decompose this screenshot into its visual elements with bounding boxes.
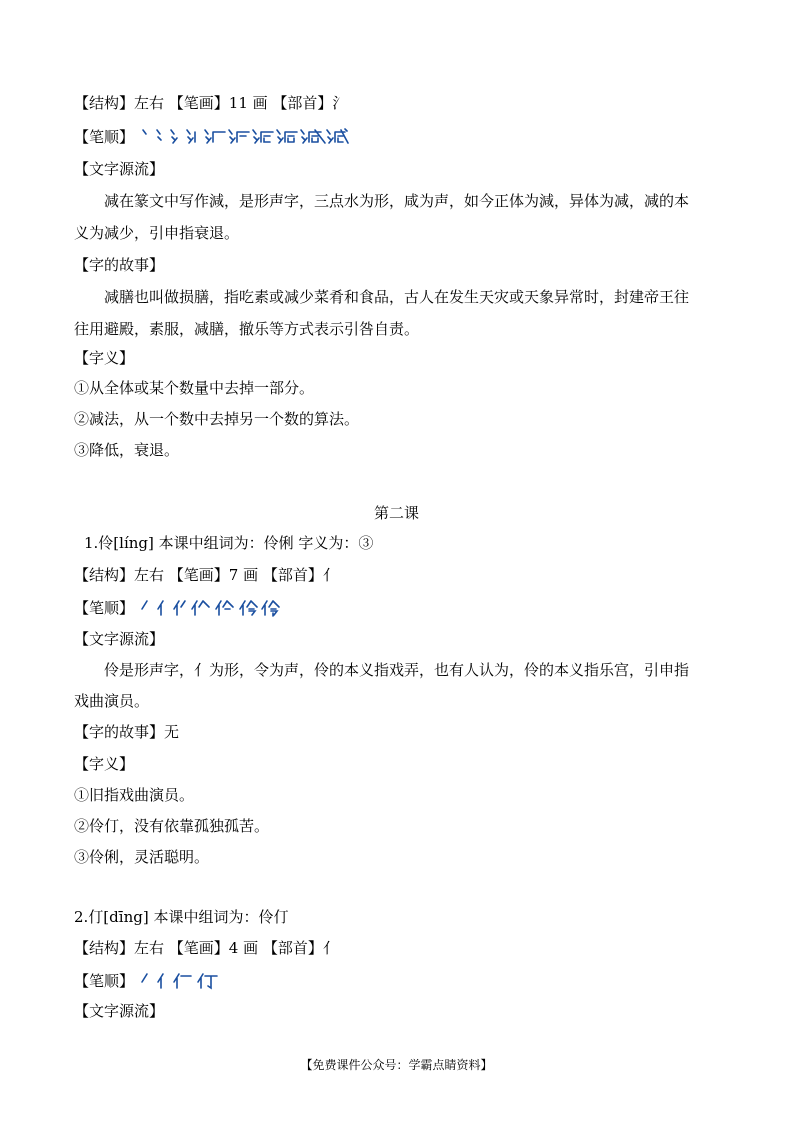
stroke-order-label: 【笔顺】	[74, 599, 135, 617]
story-line-ling: 【字的故事】无	[74, 723, 180, 741]
story-paragraph-jian-2: 往用避殿，素服，减膳，撤乐等方式表示引咎自责。	[74, 320, 420, 338]
character-heading-ling: 1.伶[líng] 本课中组词为：伶俐 字义为：③	[84, 534, 374, 552]
stroke-order-line-ling	[74, 597, 289, 618]
origin-paragraph-ling-1: 伶是形声字，亻为形，令为声，伶的本义指戏弄，也有人认为，伶的本义指乐宫，引申指	[104, 661, 690, 679]
meaning-item: ③降低，衰退。	[74, 441, 180, 459]
stroke-order-ling-icon	[139, 597, 289, 617]
character-heading-ding: 2.仃[dīng] 本课中组词为：伶仃	[74, 908, 289, 926]
origin-title-ling: 【文字源流】	[74, 630, 165, 648]
origin-paragraph-jian-2: 义为减少，引申指衰退。	[74, 224, 240, 242]
stroke-order-jian-icon	[139, 126, 349, 146]
meaning-item: ③伶俐，灵活聪明。	[74, 848, 210, 866]
lesson-title: 第二课	[373, 504, 419, 522]
stroke-order-line-ding	[74, 970, 229, 991]
structure-line-ding: 【结构】左右 【笔画】4 画 【部首】亻	[74, 939, 338, 957]
meaning-title-ling: 【字义】	[74, 755, 135, 773]
story-title-jian: 【字的故事】	[74, 256, 165, 274]
meaning-item: ①旧指戏曲演员。	[74, 786, 195, 804]
structure-line-jian: 【结构】左右 【笔画】11 画 【部首】氵	[74, 94, 348, 112]
stroke-order-label: 【笔顺】	[74, 972, 135, 990]
origin-paragraph-ling-2: 戏曲演员。	[74, 692, 150, 710]
story-paragraph-jian-1: 减膳也叫做损膳，指吃素或减少菜肴和食品，古人在发生天灾或天象异常时，封建帝王往	[104, 288, 690, 306]
origin-title-jian: 【文字源流】	[74, 160, 165, 178]
footer-note: 【免费课件公众号：学霸点睛资料】	[300, 1058, 493, 1072]
meaning-item: ①从全体或某个数量中去掉一部分。	[74, 379, 315, 397]
origin-paragraph-jian-1: 减在篆文中写作減，是形声字，三点水为形，咸为声，如今正体为減，异体为减，减的本	[104, 192, 690, 210]
stroke-order-label: 【笔顺】	[74, 128, 135, 146]
stroke-order-ding-icon	[139, 970, 229, 990]
stroke-order-line-jian	[74, 126, 349, 147]
meaning-title-jian: 【字义】	[74, 349, 135, 367]
meaning-item: ②减法，从一个数中去掉另一个数的算法。	[74, 410, 360, 428]
origin-title-ding: 【文字源流】	[74, 1002, 165, 1020]
structure-line-ling: 【结构】左右 【笔画】7 画 【部首】亻	[74, 566, 338, 584]
meaning-item: ②伶仃，没有依靠孤独孤苦。	[74, 817, 270, 835]
